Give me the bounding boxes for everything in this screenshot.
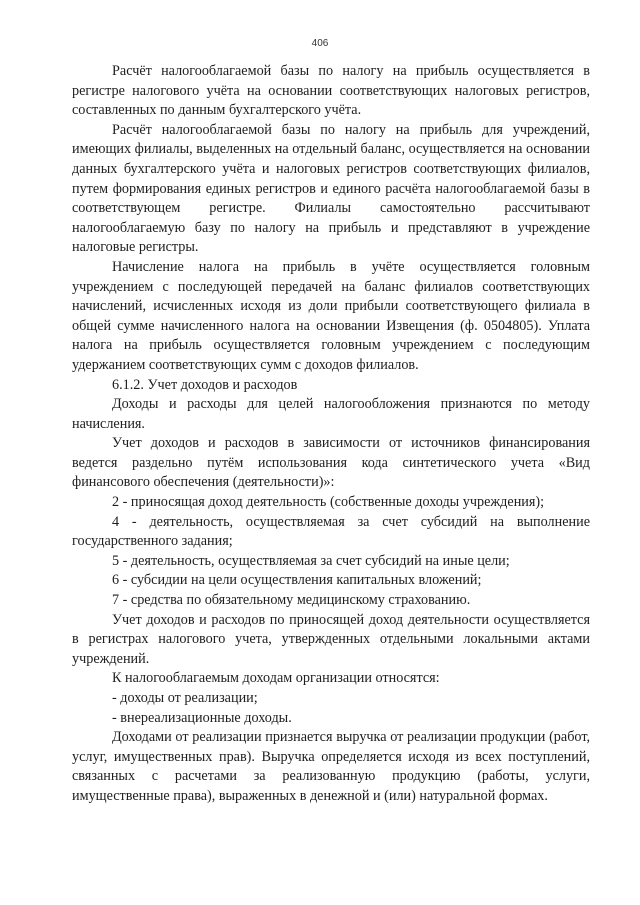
list-item-code-7: 7 - средства по обязательному медицинскому страхованию. [112,592,471,609]
list-item-sales-income: - доходы от реализации; [112,690,258,706]
list-item-code-4: 4 - деятельность, осуществляемая за счет субсидий на выполнение государственного задания; [72,513,590,550]
paragraph-tax-accrual: Начисление налога на прибыль в учёте осуществляется головным учреждением с последующей передачей на баланс филиалов соответствующих начислений, исчисленных исходя из доли прибыли соответствующего филиала в общей сумме начисленного налога на основании Извещения (ф. 0504805). Уплата налога на прибыль осуществляется головным учреждением с последующим удержанием соответствующих сумм с доходов филиалов. [72,258,590,373]
list-item-non-operating-income: - внереализационные доходы. [112,709,292,726]
paragraph-tax-registers: Учет доходов и расходов по приносящей доход деятельности осуществляется в регистрах налогового учета, утвержденных отдельными локальными актами учреждений. [72,611,590,667]
paragraph-sales-revenue: Доходами от реализации признается выручка от реализации продукции (работ, услуг, имущественных прав). Выручка определяется исходя из всех поступлений, связанных с расчетами за реализованную продукцию (работы, услуги, имущественные права), выраженных в денежной и (или) натуральной формах. [72,729,590,804]
list-item-code-6: 6 - субсидии на цели осуществления капитальных вложений; [112,572,482,589]
section-heading: 6.1.2. Учет доходов и расходов [112,376,298,393]
paragraph-separate-accounting: Учет доходов и расходов в зависимости от источников финансирования ведется раздельно путём использования кода синтетического учета «Вид финансового обеспечения (деятельности)»: [72,435,590,491]
page-number: 406 [311,38,329,49]
list-item-code-5: 5 - деятельность, осуществляемая за счет субсидий на иные цели; [112,552,510,569]
document-body [72,62,590,807]
paragraph-tax-base-calculation: Расчёт налогооблагаемой базы по налогу на прибыль осуществляется в регистре налогового учёта на основании соответствующих налоговых регистров, составленных по данным бухгалтерского учёта. [72,63,590,119]
paragraph-branches-tax-base: Расчёт налогооблагаемой базы по налогу на прибыль для учреждений, имеющих филиалы, выделенных на отдельный баланс, осуществляется на основании данных бухгалтерского учёта и налоговых регистров соответствующих филиалов, путем формирования единых регистров и единого расчёта налогооблагаемой базы в соответствующем регистре. Филиалы самостоятельно рассчитывают налогооблагаемую базу по налогу на прибыль и представляют в учреждение налоговые регистры. [72,121,590,256]
list-item-code-2: 2 - приносящая доход деятельность (собственные доходы учреждения); [112,494,545,511]
paragraph-accrual-method: Доходы и расходы для целей налогообложения признаются по методу начисления. [72,396,590,432]
paragraph-taxable-income-intro: К налогооблагаемым доходам организации относятся: [112,670,440,687]
